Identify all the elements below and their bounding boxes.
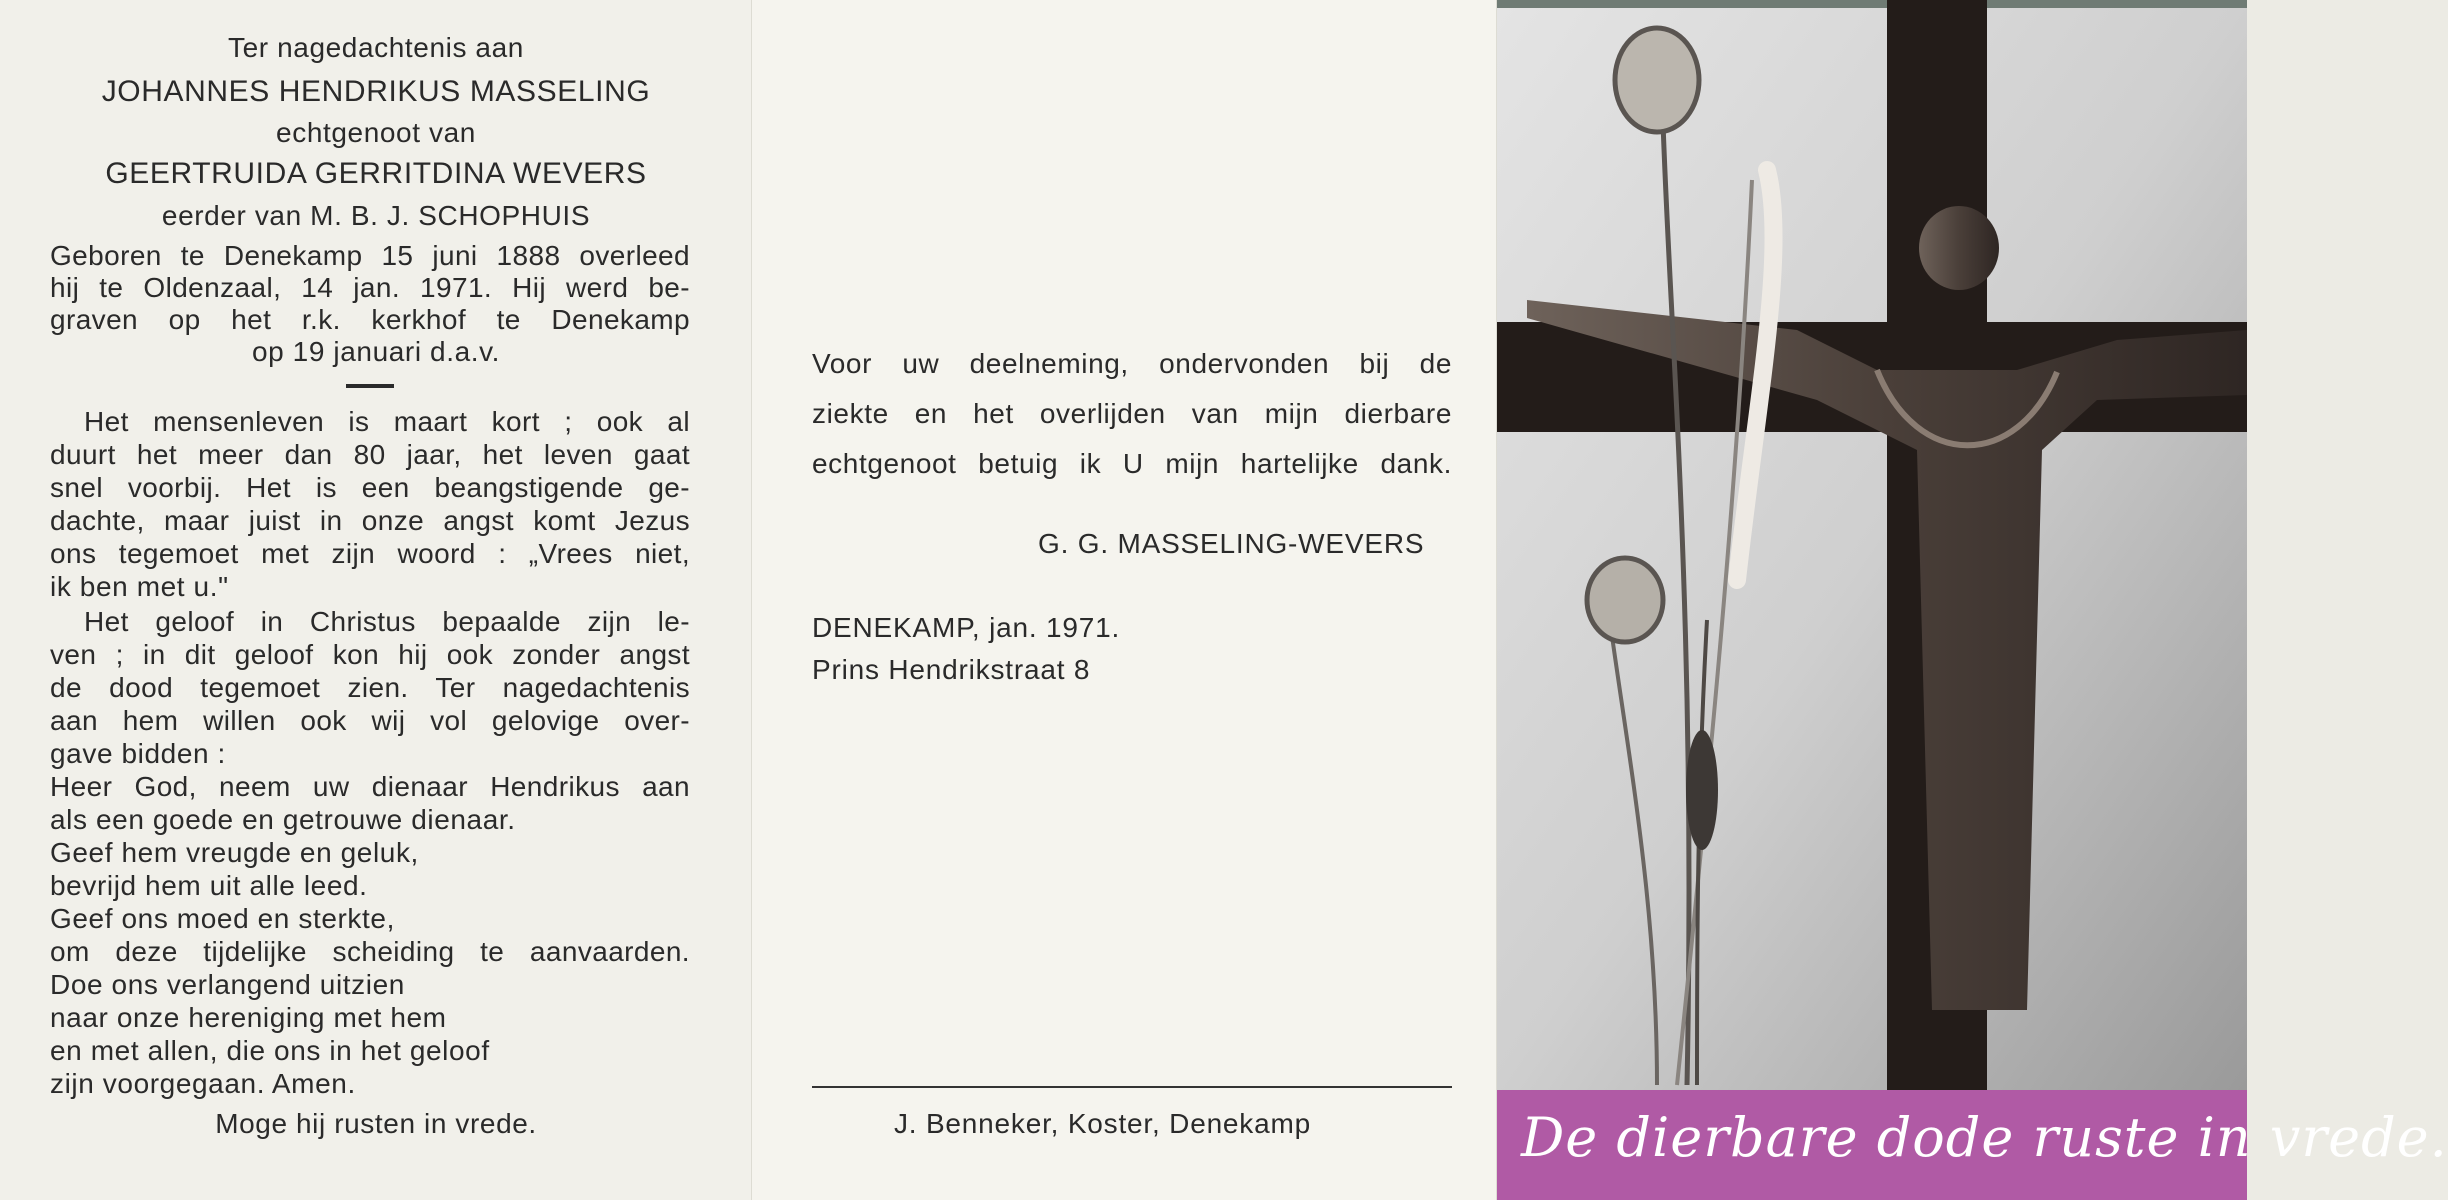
text-line: Het mensenleven is maart kort ; ook al [84,406,690,437]
banner-text: De dierbare dode ruste in vrede. [1521,1106,2448,1169]
intro-line: Ter nagedachtenis aan [228,32,524,63]
prayer-line: als een goede en getrouwe dienaar. [50,804,516,835]
spouse-name: GEERTRUIDA GERRITDINA WEVERS [105,157,647,190]
bio-line: Geboren te Denekamp 15 juni 1888 overleed [50,240,690,271]
prayer-line: om deze tijdelijke scheiding te aanvaarden. [50,936,690,967]
prayer-line: Geef hem vreugde en geluk, [50,837,419,868]
prayer-line: Heer God, neem uw dienaar Hendrikus aan [50,771,690,802]
text-line: snel voorbij. Het is een beangstigende ge- [50,472,690,503]
closing-line: Moge hij rusten in vrede. [215,1108,537,1139]
middle-panel [752,0,1497,1200]
text-line: Het geloof in Christus bepaalde zijn le- [84,606,690,637]
prayer-line: zijn voorgegaan. Amen. [50,1068,356,1099]
place-date: DENEKAMP, jan. 1971. [812,612,1121,643]
prayer-line: bevrijd hem uit alle leed. [50,870,368,901]
bio-line: op 19 januari d.a.v. [251,336,501,367]
text-line: dachte, maar juist in onze angst komt Jezus [50,505,690,536]
bio-line: hij te Oldenzaal, 14 jan. 1971. Hij werd be- [50,272,690,303]
thanks-line: echtgenoot betuig ik U mijn hartelijke dank. [812,448,1452,479]
text-line: ven ; in dit geloof kon hij ook zonder angst [50,639,690,670]
text-line: de dood tegemoet zien. Ter nagedachtenis [50,672,690,703]
separator-dash [346,384,394,388]
right-panel [1497,0,2448,1200]
address: Prins Hendrikstraat 8 [812,654,1091,685]
text-line: duurt het meer dan 80 jaar, het leven gaat [50,439,690,470]
prayer-line: Doe ons verlangend uitzien [50,969,405,1000]
deceased-name: JOHANNES HENDRIKUS MASSELING [101,75,651,108]
spouse-intro: echtgenoot van [276,117,476,148]
text-line: aan hem willen ook wij vol gelovige over- [50,705,690,736]
previous-spouse: eerder van M. B. J. SCHOPHUIS [161,200,591,231]
prayer-line: naar onze hereniging met hem [50,1002,447,1033]
left-panel [0,0,752,1200]
printer-rule [812,1086,1452,1088]
thanks-line: Voor uw deelneming, ondervonden bij de [812,348,1452,379]
prayer-line: en met allen, die ons in het geloof [50,1035,490,1066]
banner [1497,1090,2448,1200]
crucifix-photo [1497,0,2247,1090]
signature: G. G. MASSELING-WEVERS [1038,528,1425,559]
printer-credit: J. Benneker, Koster, Denekamp [894,1108,1311,1139]
bio-line: graven op het r.k. kerkhof te Denekamp [50,304,690,335]
text-line: ons tegemoet met zijn woord : „Vrees niet, [50,538,690,569]
text-line: ik ben met u." [50,571,229,602]
thanks-line: ziekte en het overlijden van mijn dierbare [812,398,1452,429]
head [1919,206,1999,290]
text-line: gave bidden : [50,738,226,769]
prayer-line: Geef ons moed en sterkte, [50,903,395,934]
